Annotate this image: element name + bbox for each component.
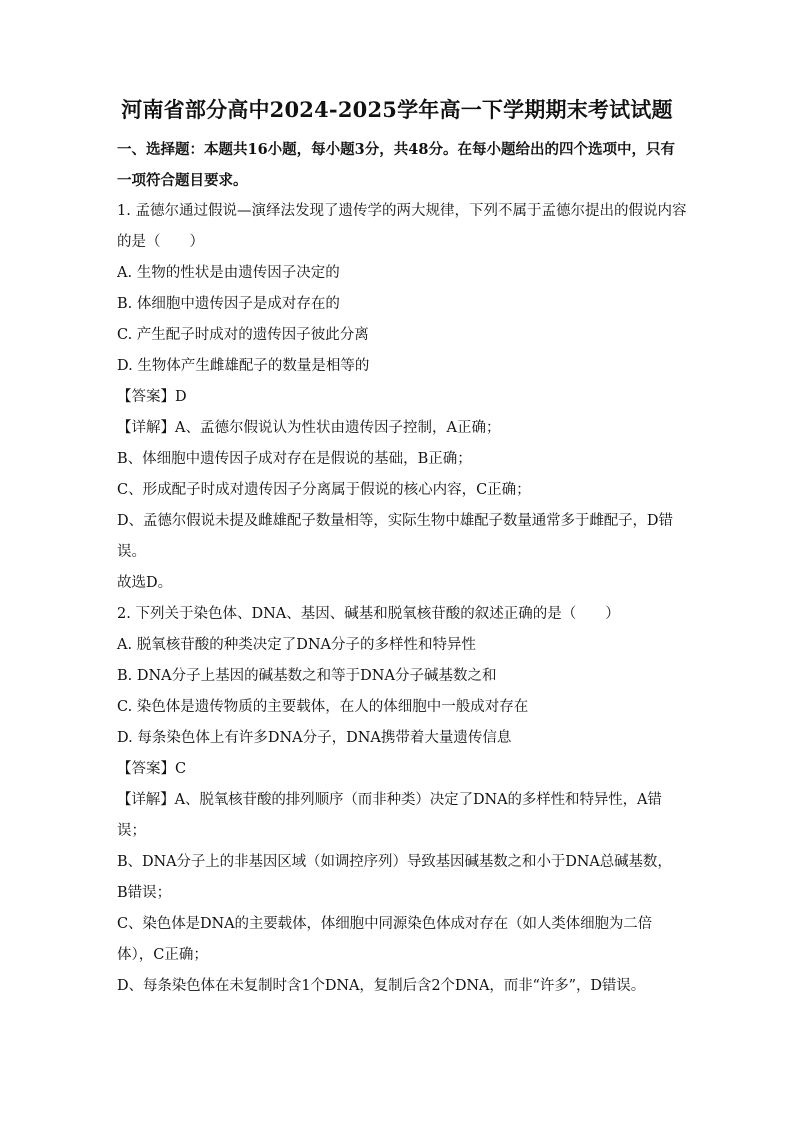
q2-explanation-c-line-1: C、染色体是DNA的主要载体，体细胞中同源染色体成对存在（如人类体细胞为二倍: [117, 916, 653, 932]
q1-explanation-a: 【详解】A、孟德尔假说认为性状由遗传因子控制，A正确；: [117, 420, 501, 436]
q2-option-b: B. DNA分子上基因的碱基数之和等于DNA分子碱基数之和: [117, 668, 497, 684]
q1-stem-line-1: 1. 孟德尔通过假说—演绎法发现了遗传学的两大规律，下列不属于孟德尔提出的假说内容: [117, 203, 687, 219]
section-heading-line-2: 一项符合题目要求。: [117, 172, 248, 189]
q1-explanation-b: B、体细胞中遗传因子成对存在是假说的基础，B正确；: [117, 451, 472, 467]
q1-answer: 【答案】D: [117, 389, 187, 405]
q2-explanation-d: D、每条染色体在未复制时含1个DNA，复制后含2个DNA，而非“许多”，D错误。: [117, 978, 646, 994]
q1-stem-line-2: 的是（ ）: [117, 234, 204, 250]
q2-explanation-b-line-1: B、DNA分子上的非基因区域（如调控序列）导致基因碱基数之和小于DNA总碱基数，: [117, 854, 672, 870]
q2-stem: 2. 下列关于染色体、DNA、基因、碱基和脱氧核苷酸的叙述正确的是（ ）: [117, 606, 620, 622]
q2-option-a: A. 脱氧核苷酸的种类决定了DNA分子的多样性和特异性: [117, 637, 476, 653]
q2-answer: 【答案】C: [117, 761, 187, 777]
q2-option-d: D. 每条染色体上有许多DNA分子，DNA携带着大量遗传信息: [117, 730, 512, 746]
q2-explanation-b-line-2: B错误；: [117, 885, 172, 901]
q1-option-c: C. 产生配子时成对的遗传因子彼此分离: [117, 327, 369, 343]
q1-explanation-d-line-1: D、孟德尔假说未提及雌雄配子数量相等，实际生物中雄配子数量通常多于雌配子，D错: [117, 513, 673, 529]
q1-option-a: A. 生物的性状是由遗传因子决定的: [117, 265, 340, 281]
q1-option-b: B. 体细胞中遗传因子是成对存在的: [117, 296, 340, 312]
q2-explanation-a-line-1: 【详解】A、脱氧核苷酸的排列顺序（而非种类）决定了DNA的多样性和特异性，A错: [117, 792, 662, 808]
q2-explanation-c-line-2: 体），C正确；: [117, 947, 208, 963]
section-heading-line-1: 一、选择题：本题共16小题，每小题3分，共48分。在每小题给出的四个选项中，只有: [117, 141, 675, 158]
q1-conclusion: 故选D。: [117, 575, 173, 591]
q1-explanation-c: C、形成配子时成对遗传因子分离属于假说的核心内容，C正确；: [117, 482, 531, 498]
document-title: 河南省部分高中2024-2025学年高一下学期期末考试试题: [121, 97, 673, 122]
q2-option-c: C. 染色体是遗传物质的主要载体，在人的体细胞中一般成对存在: [117, 699, 529, 715]
q1-explanation-d-line-2: 误。: [117, 544, 146, 560]
document-page: [117, 96, 687, 1002]
q1-option-d: D. 生物体产生雌雄配子的数量是相等的: [117, 358, 370, 374]
q2-explanation-a-line-2: 误；: [117, 823, 146, 839]
